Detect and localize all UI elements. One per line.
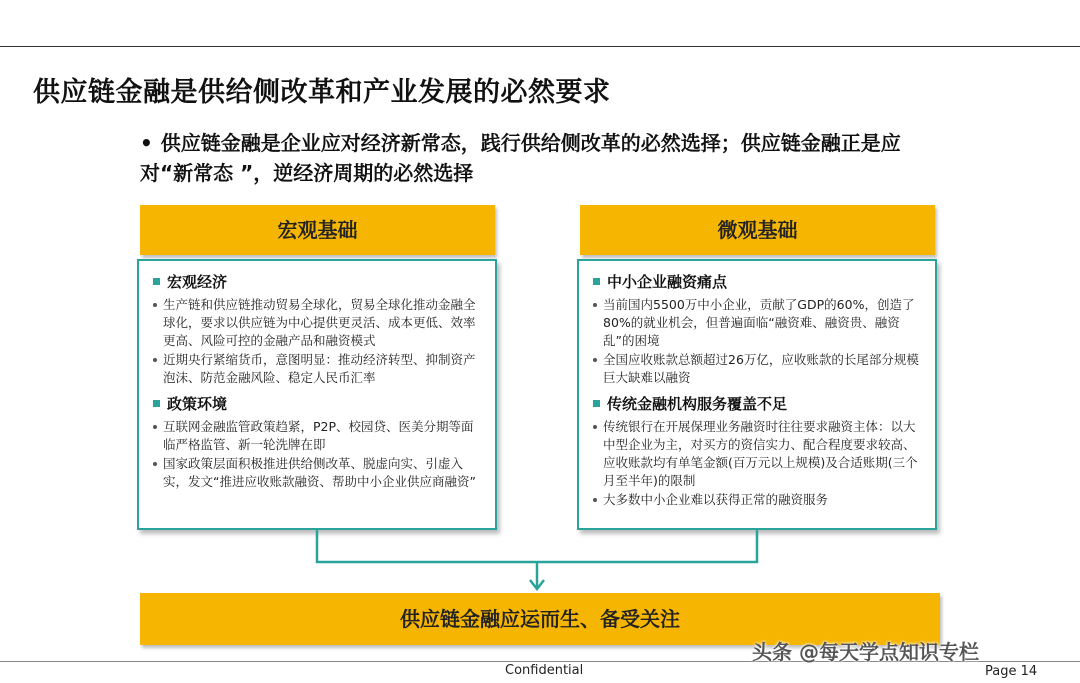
section-title: 中小企业融资痛点 bbox=[607, 273, 728, 291]
page-title: 供应链金融是供给侧改革和产业发展的必然要求 bbox=[33, 77, 611, 108]
section-title: 传统金融机构服务覆盖不足 bbox=[607, 395, 788, 413]
conclusion-bar: 供应链金融应运而生、备受关注 bbox=[140, 593, 940, 645]
item-text: 全国应收账款总额超过26万亿，应收账款的长尾部分规模巨大缺难以融资 bbox=[603, 352, 919, 385]
section-title: 政策环境 bbox=[167, 395, 228, 413]
page-number: Page 14 bbox=[985, 664, 1038, 679]
watermark: 头条 @每天学点知识专栏 bbox=[752, 640, 979, 664]
confidential-label: Confidential bbox=[505, 663, 584, 678]
item-text: 大多数中小企业难以获得正常的融资服务 bbox=[603, 492, 829, 507]
intro-bullet: • bbox=[140, 131, 153, 155]
item-text: 传统银行在开展保理业务融资时往往要求融资主体：以大中型企业为主，对买方的资信实力、配合程度要求较高、应收账款均有单笔金额(百万元以上规模)及合适账期(三个月至半年)的限制 bbox=[603, 419, 918, 488]
section-title: 宏观经济 bbox=[167, 273, 228, 291]
macro-header: 宏观基础 bbox=[140, 205, 495, 255]
item-text: 生产链和供应链推动贸易全球化，贸易全球化推动金融全球化，要求以供应链为中心提供更灵活、成本更低、效率更高、风险可控的金融产品和融资模式 bbox=[163, 297, 476, 348]
item-text: 国家政策层面积极推进供给侧改革、脱虚向实、引虚入实，发文“推进应收账款融资、帮助中小企业供应商融资” bbox=[163, 456, 476, 489]
intro-text: 供应链金融是企业应对经济新常态，践行供给侧改革的必然选择；供应链金融正是应对“新常态 ”，逆经济周期的必然选择 bbox=[140, 131, 901, 185]
micro-header: 微观基础 bbox=[580, 205, 935, 255]
item-text: 当前国内5500万中小企业，贡献了GDP的60%，创造了80%的就业机会，但普遍面临“融资难、融资贵、融资乱”的困境 bbox=[603, 297, 915, 348]
item-text: 近期央行紧缩货币，意图明显：推动经济转型、抑制资产泡沫、防范金融风险、稳定人民币汇率 bbox=[163, 352, 476, 385]
item-text: 互联网金融监管政策趋紧，P2P、校园贷、医美分期等面临严格监管、新一轮洗牌在即 bbox=[163, 419, 474, 452]
